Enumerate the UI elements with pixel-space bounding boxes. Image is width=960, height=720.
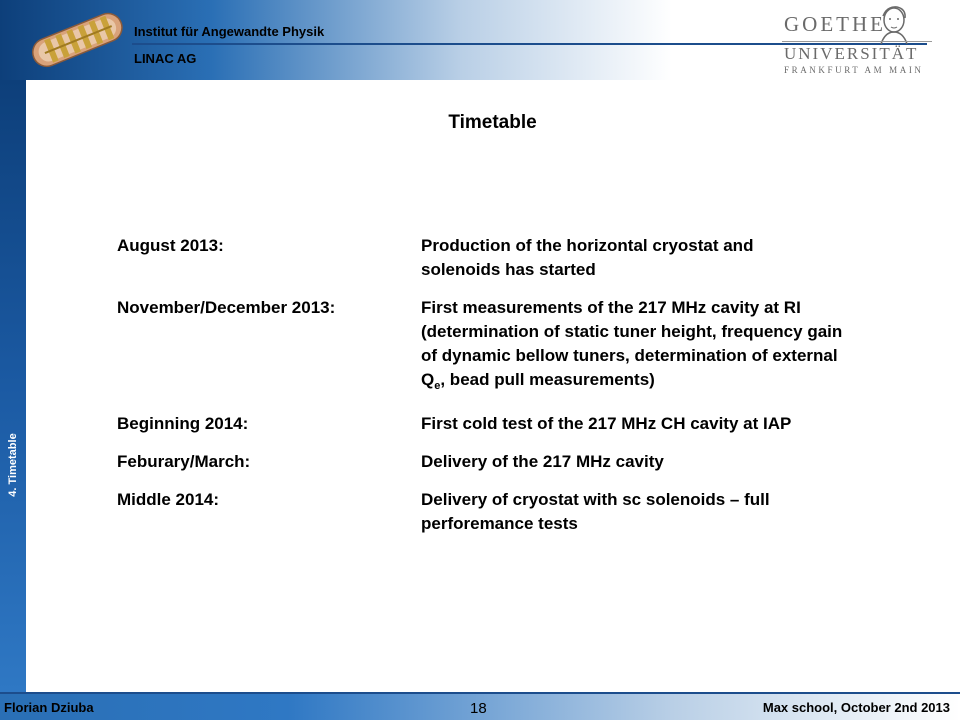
section-sidebar [0, 80, 26, 692]
university-underline [782, 41, 932, 42]
footer-divider [0, 692, 960, 694]
group-name: LINAC AG [134, 51, 197, 66]
entry-line: Production of the horizontal cryostat and [421, 236, 754, 255]
university-logo [780, 0, 940, 80]
timetable-entry [117, 296, 907, 398]
quality-factor-subscript: e [434, 380, 441, 392]
section-label: 4. Timetable [7, 433, 19, 497]
entry-date: Beginning 2014: [117, 414, 249, 433]
timetable-entry [117, 234, 907, 282]
entry-line: (determination of static tuner height, frequency gain [421, 322, 843, 341]
university-name-line2: UNIVERSITÄT [784, 44, 919, 63]
entry-line: solenoids has started [421, 260, 596, 279]
entry-line: Delivery of cryostat with sc solenoids – full [421, 490, 770, 509]
ch-cavity-logo-icon [22, 4, 132, 74]
timetable [117, 234, 907, 550]
entry-date: Middle 2014: [117, 490, 220, 509]
entry-description [421, 234, 891, 282]
timetable-entry [117, 412, 907, 436]
entry-date: August 2013: [117, 236, 224, 255]
university-name-line1: GOETHE [784, 12, 886, 36]
quality-factor-symbol: Q [421, 370, 435, 389]
entry-line-rest: , bead pull measurements) [440, 370, 655, 389]
entry-line: First cold test of the 217 MHz CH cavity at IAP [421, 414, 792, 433]
entry-description [421, 412, 891, 436]
university-city: FRANKFURT AM MAIN [784, 65, 924, 75]
entry-line: perforemance tests [421, 514, 578, 533]
goethe-portrait-icon [873, 2, 915, 44]
page-title: Timetable [448, 112, 537, 133]
entry-line: Delivery of the 217 MHz cavity [421, 452, 664, 471]
entry-description [421, 296, 891, 398]
page-number: 18 [470, 700, 487, 717]
entry-line: First measurements of the 217 MHz cavity at RI [421, 298, 801, 317]
timetable-entry [117, 450, 907, 474]
institute-name: Institut für Angewandte Physik [134, 24, 325, 39]
footer-author: Florian Dziuba [4, 700, 94, 715]
footer-event: Max school, October 2nd 2013 [762, 700, 950, 715]
entry-description [421, 450, 891, 474]
entry-description [421, 488, 891, 536]
entry-date: Feburary/March: [117, 452, 251, 471]
entry-line: of dynamic bellow tuners, determination of external [421, 346, 838, 365]
timetable-entry [117, 488, 907, 536]
entry-date: November/December 2013: [117, 298, 336, 317]
entry-line [421, 368, 891, 398]
